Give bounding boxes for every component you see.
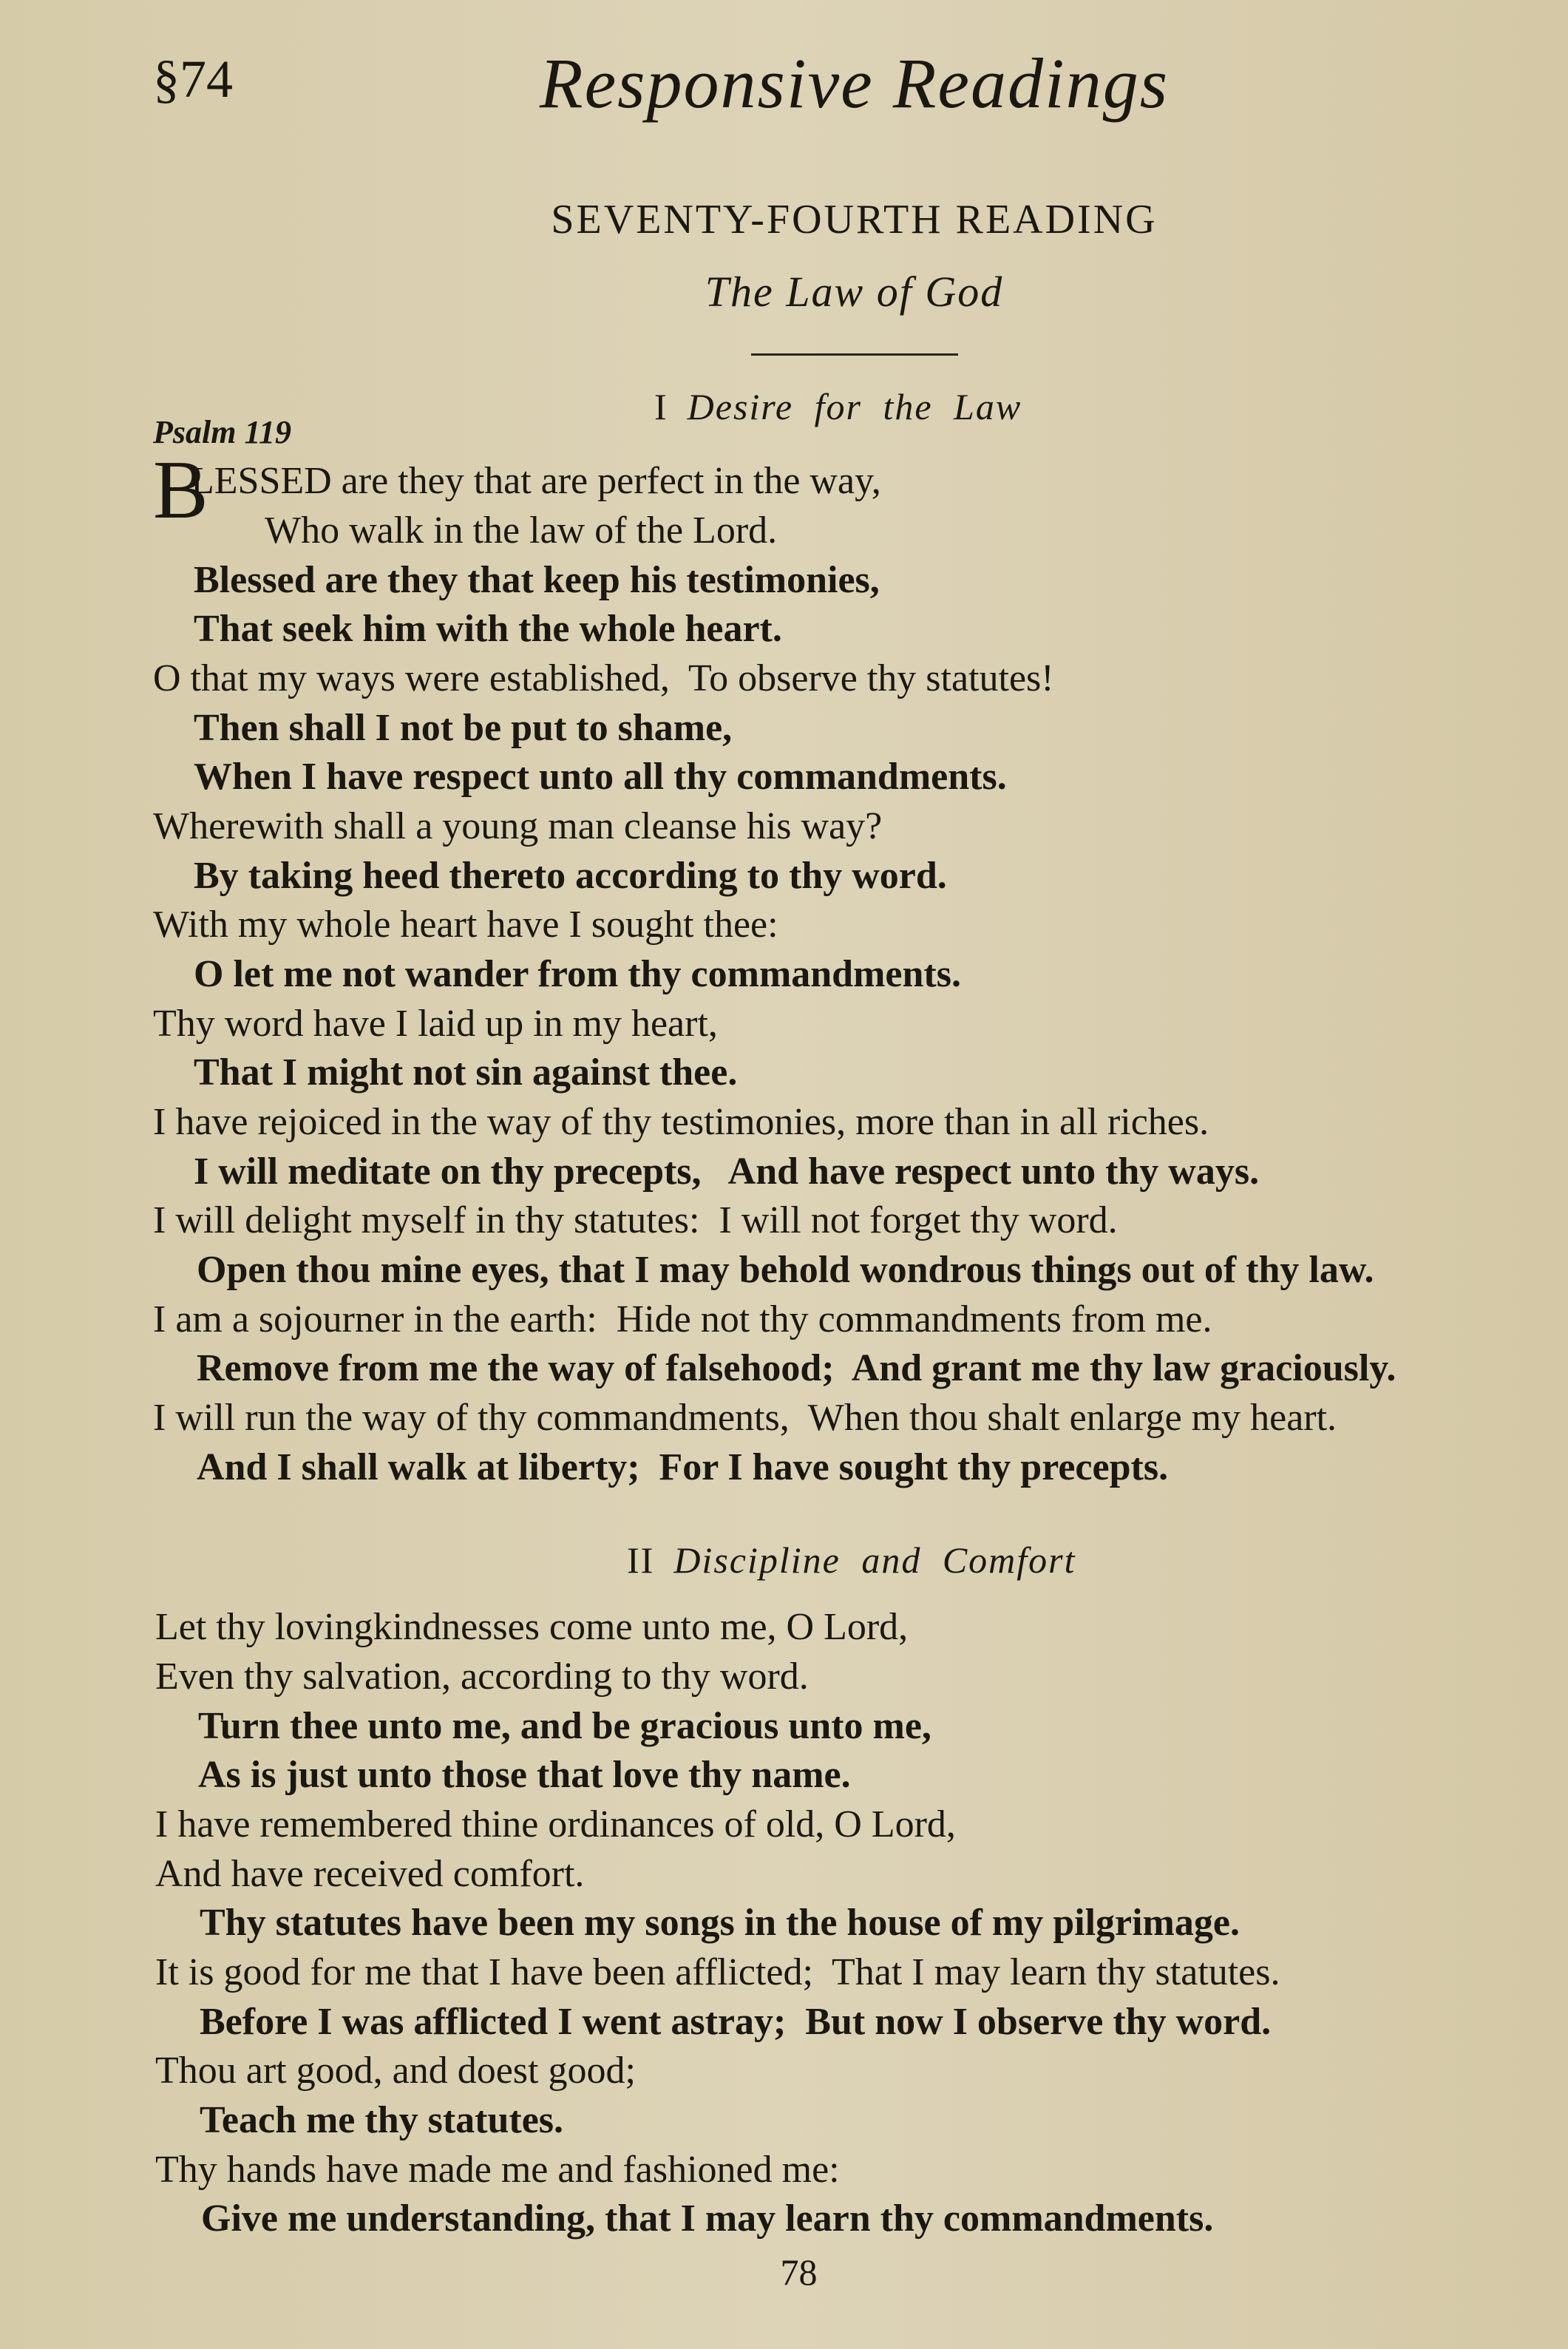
page-number: 78 xyxy=(780,2251,818,2293)
response-line: Thy statutes have been my songs in the house of my pilgrimage. xyxy=(200,1902,1240,1944)
leader-line: O that my ways were established, To observe thy statutes! xyxy=(153,657,1054,699)
leader-line: I will delight myself in thy statutes: I will not forget thy word. xyxy=(153,1199,1118,1241)
leader-line: Wherewith shall a young man cleanse his way? xyxy=(153,805,883,847)
response-line: By taking heed thereto according to thy word. xyxy=(194,855,947,897)
leader-line: With my whole heart have I sought thee: xyxy=(153,904,778,946)
part-1-numeral: I xyxy=(654,386,668,427)
scripture-reference: Psalm 119 xyxy=(153,414,292,450)
response-line: O let me not wander from thy commandments. xyxy=(194,953,961,995)
response-line: Remove from me the way of falsehood; And grant me thy law graciously. xyxy=(197,1347,1396,1389)
drop-cap: B xyxy=(153,444,208,536)
part-1-title: Desire for the Law xyxy=(687,386,1022,427)
leader-line: Thy hands have made me and fashioned me: xyxy=(155,2149,840,2191)
leader-line: Even thy salvation, according to thy word. xyxy=(155,1655,809,1698)
leader-line: I will run the way of thy commandments, When thou shalt enlarge my heart. xyxy=(153,1397,1337,1439)
response-line: Before I was afflicted I went astray; But now I observe thy word. xyxy=(200,2001,1272,2043)
part-1-heading xyxy=(654,383,1022,430)
response-line: Turn thee unto me, and be gracious unto me, xyxy=(198,1705,931,1747)
leader-line: And have received comfort. xyxy=(155,1853,585,1895)
reading-subtitle: The Law of God xyxy=(705,268,1004,316)
part-2-numeral: II xyxy=(627,1539,655,1581)
leader-line: Thy word have I laid up in my heart, xyxy=(153,1003,718,1045)
response-line: Teach me thy statutes. xyxy=(200,2099,564,2141)
part-2-heading xyxy=(627,1536,1076,1584)
section-number: §74 xyxy=(153,50,233,109)
title-rule xyxy=(751,353,958,356)
response-line: That I might not sin against thee. xyxy=(194,1051,738,1094)
response-line: When I have respect unto all thy commandments. xyxy=(194,756,1007,798)
response-line: I will meditate on thy precepts, And have respect unto thy ways. xyxy=(194,1150,1260,1193)
leader-line: I am a sojourner in the earth: Hide not thy commandments from me. xyxy=(153,1298,1212,1340)
leader-line: I have rejoiced in the way of thy testimonies, more than in all riches. xyxy=(153,1101,1209,1143)
response-line: And I shall walk at liberty; For I have sought thy precepts. xyxy=(197,1446,1169,1488)
running-title: Responsive Readings xyxy=(539,44,1170,123)
leader-line: Let thy lovingkindnesses come unto me, O Lord, xyxy=(155,1606,909,1648)
response-line: Blessed are they that keep his testimonies, xyxy=(194,559,880,601)
response-line: Open thou mine eyes, that I may behold wondrous things out of thy law. xyxy=(197,1249,1374,1291)
response-line: That seek him with the whole heart. xyxy=(194,608,782,650)
reading-title: SEVENTY-FOURTH READING xyxy=(551,197,1158,243)
part-2-title: Discipline and Comfort xyxy=(673,1539,1076,1581)
leader-line: LESSED are they that are perfect in the way, xyxy=(191,460,881,502)
leader-line: Thou art good, and doest good; xyxy=(155,2050,636,2092)
response-line: Then shall I not be put to shame, xyxy=(194,707,733,749)
response-line: As is just unto those that love thy name. xyxy=(198,1754,851,1796)
leader-line: It is good for me that I have been afflicted; That I may learn thy statutes. xyxy=(155,1951,1280,1993)
leader-line: Who walk in the law of the Lord. xyxy=(265,509,778,552)
response-line: Give me understanding, that I may learn thy commandments. xyxy=(201,2197,1214,2240)
leader-line: I have remembered thine ordinances of old, O Lord, xyxy=(155,1803,956,1845)
